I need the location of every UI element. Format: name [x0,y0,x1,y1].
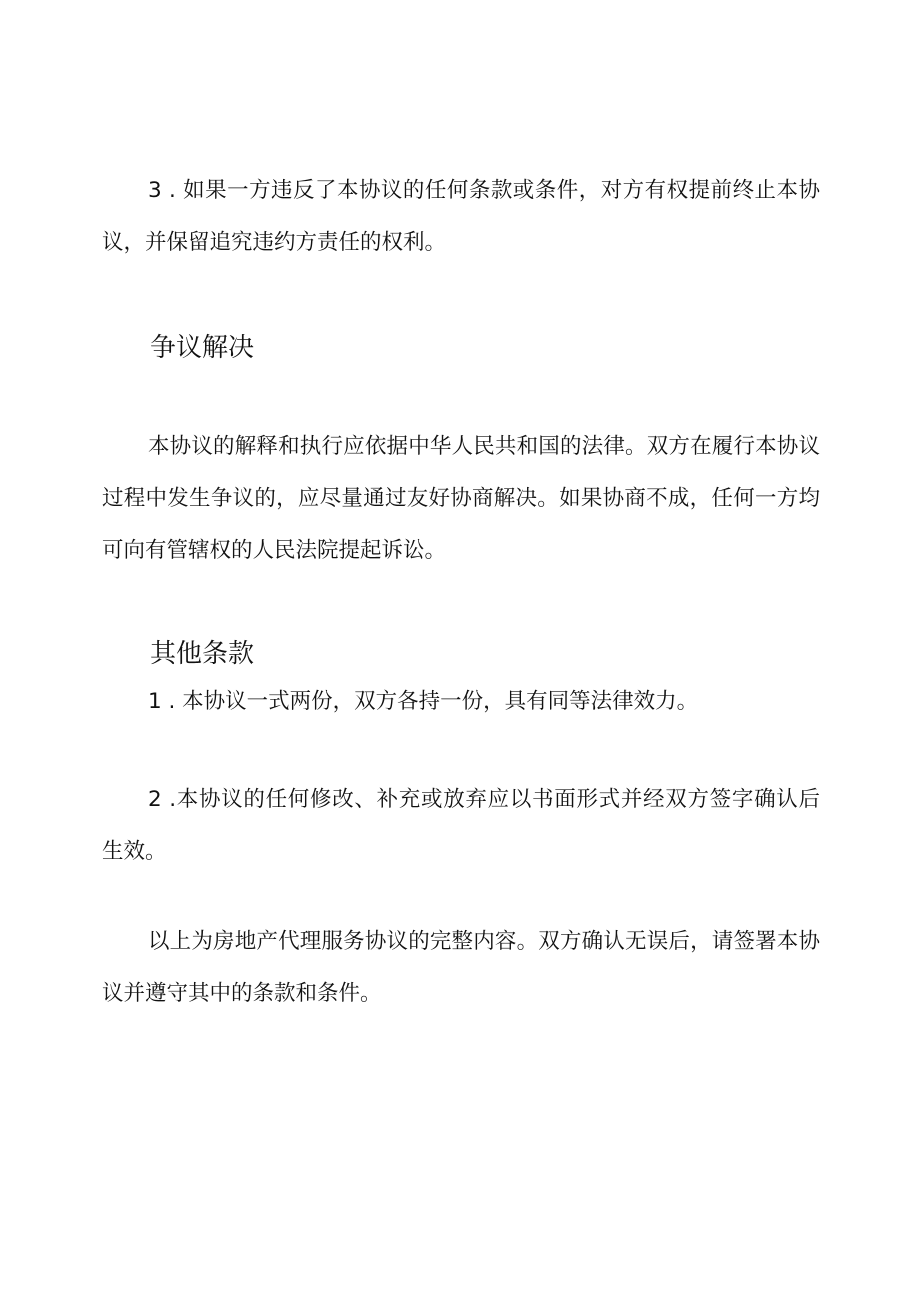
termination-clause-3: 3 . 如果一方违反了本协议的任何条款或条件，对方有权提前终止本协议，并保留追究违约方责任的权利。 [102,178,820,255]
dispute-paragraph: 本协议的解释和执行应依据中华人民共和国的法律。双方在履行本协议过程中发生争议的，应尽量通过友好协商解决。如果协商不成，任何一方均可向有管辖权的人民法院提起诉讼。 [102,434,820,563]
other-terms-clause-2: 2 .本协议的任何修改、补充或放弃应以书面形式并经双方签字确认后生效。 [102,787,820,864]
section-heading-dispute: 争议解决 [150,333,255,363]
closing-paragraph: 以上为房地产代理服务协议的完整内容。双方确认无误后，请签署本协议并遵守其中的条款和条件。 [102,929,820,1006]
section-heading-other-terms: 其他条款 [150,639,255,669]
other-terms-clause-1: 1 . 本协议一式两份，双方各持一份，具有同等法律效力。 [148,689,699,714]
